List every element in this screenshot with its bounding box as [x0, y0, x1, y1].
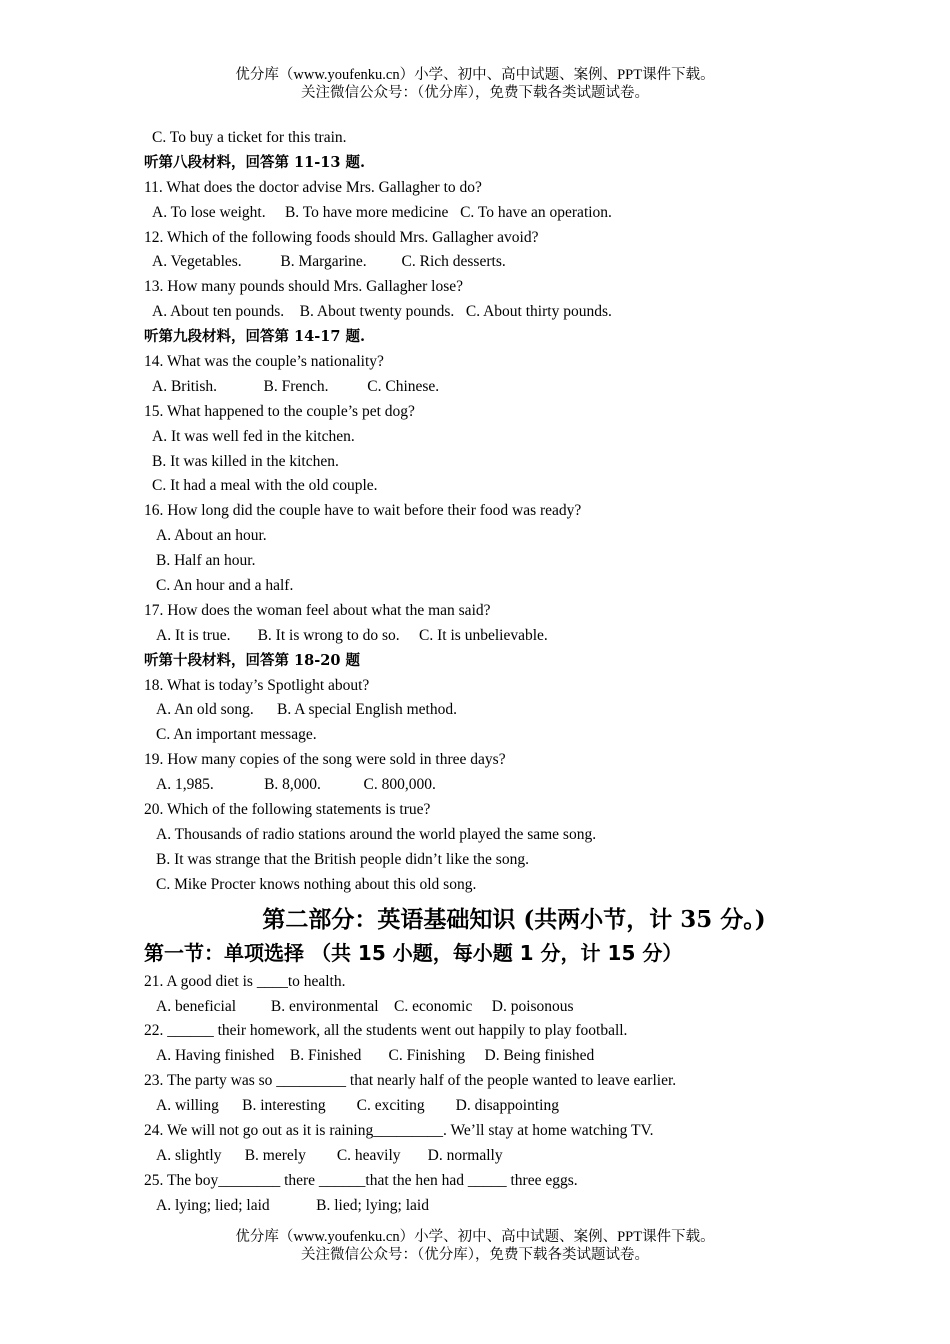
question-17-options: A. It is true. B. It is wrong to do so. C. It is unbelievable. [156, 626, 548, 644]
question-20-option-a: A. Thousands of radio stations around the world played the same song. [156, 825, 597, 843]
question-20-option-c: C. Mike Procter knows nothing about this old song. [156, 875, 477, 893]
question-23: 23. The party was so _________ that nearly half of the people wanted to leave earlier. [144, 1072, 677, 1090]
question-19: 19. How many copies of the song were sold in three days? [144, 751, 506, 769]
question-18: 18. What is today’s Spotlight about? [144, 676, 370, 694]
question-24: 24. We will not go out as it is raining_________. We’ll stay at home watching TV. [144, 1121, 654, 1139]
question-13: 13. How many pounds should Mrs. Gallagher lose? [144, 278, 463, 296]
q10-option-c: C. To buy a ticket for this train. [152, 129, 347, 146]
footer-line-2: 关注微信公众号：（优分库），免费下载各类试题试卷。 [301, 1247, 649, 1263]
part-2-title: 第二部分：英语基础知识 (共两小节，计 35 分。) [262, 905, 766, 933]
question-17: 17. How does the woman feel about what the man said? [144, 601, 491, 619]
question-15: 15. What happened to the couple’s pet dog? [144, 402, 415, 420]
section-heading-10: 听第十段材料，回答第 18-20 题 [144, 651, 360, 669]
page-header [0, 66, 950, 102]
question-20-option-b: B. It was strange that the British people didn’t like the song. [156, 850, 529, 868]
exam-content [144, 126, 844, 1219]
question-18-option-c: C. An important message. [156, 726, 317, 744]
question-15-option-c: C. It had a meal with the old couple. [152, 477, 378, 495]
question-16-option-a: A. About an hour. [156, 527, 267, 545]
question-16-option-b: B. Half an hour. [156, 552, 256, 570]
part-2-section-1-title: 第一节：单项选择 （共 15 小题，每小题 1 分，计 15 分） [144, 940, 683, 965]
question-25: 25. The boy________ there ______that the hen had _____ three eggs. [144, 1171, 578, 1189]
question-23-options: A. willing B. interesting C. exciting D. disappointing [156, 1097, 559, 1115]
section-heading-8: 听第八段材料，回答第 11-13 题. [144, 153, 366, 171]
question-11: 11. What does the doctor advise Mrs. Gallagher to do? [144, 178, 482, 196]
question-24-options: A. slightly B. merely C. heavily D. normally [156, 1146, 503, 1164]
question-14: 14. What was the couple’s nationality? [144, 353, 384, 371]
question-16-option-c: C. An hour and a half. [156, 577, 294, 595]
header-line-2: 关注微信公众号：（优分库），免费下载各类试题试卷。 [301, 85, 649, 101]
question-21: 21. A good diet is ____to health. [144, 972, 346, 990]
question-21-options: A. beneficial B. environmental C. economic D. poisonous [156, 997, 574, 1015]
question-22: 22. ______ their homework, all the students went out happily to play football. [144, 1022, 628, 1040]
section-heading-9: 听第九段材料，回答第 14-17 题. [144, 328, 366, 346]
page-footer [0, 1228, 950, 1264]
question-11-options: A. To lose weight. B. To have more medicine C. To have an operation. [152, 203, 612, 221]
question-15-option-b: B. It was killed in the kitchen. [152, 452, 339, 470]
question-20: 20. Which of the following statements is true? [144, 801, 431, 819]
question-13-options: A. About ten pounds. B. About twenty pounds. C. About thirty pounds. [152, 303, 612, 321]
question-25-options: A. lying; lied; laid B. lied; lying; laid [156, 1196, 429, 1214]
question-14-options: A. British. B. French. C. Chinese. [152, 377, 440, 395]
question-15-option-a: A. It was well fed in the kitchen. [152, 427, 355, 445]
question-18-options-ab: A. An old song. B. A special English method. [156, 701, 457, 719]
question-22-options: A. Having finished B. Finished C. Finishing D. Being finished [156, 1047, 595, 1065]
question-19-options: A. 1,985. B. 8,000. C. 800,000. [156, 776, 436, 794]
footer-line-1: 优分库（www.youfenku.cn）小学、初中、高中试题、案例、PPT课件下载。 [235, 1229, 715, 1245]
header-line-1: 优分库（www.youfenku.cn）小学、初中、高中试题、案例、PPT课件下载。 [235, 67, 715, 83]
question-12: 12. Which of the following foods should Mrs. Gallagher avoid? [144, 228, 539, 246]
question-16: 16. How long did the couple have to wait before their food was ready? [144, 502, 582, 520]
question-12-options: A. Vegetables. B. Margarine. C. Rich desserts. [152, 253, 506, 271]
